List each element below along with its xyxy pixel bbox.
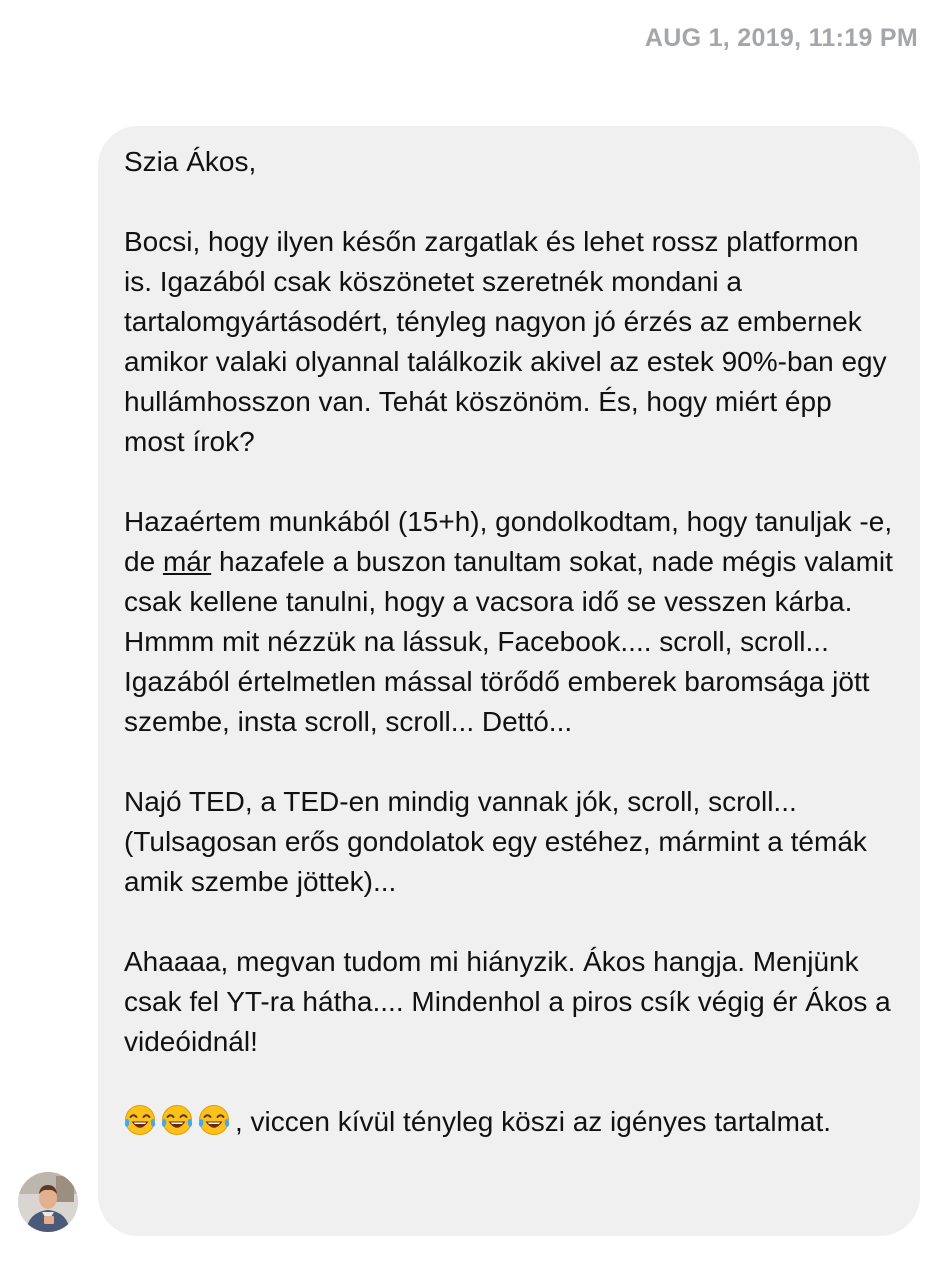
message-text: , viccen kívül tényleg köszi az igényes tartalmat. <box>235 1106 832 1137</box>
message-bubble[interactable] <box>98 126 920 1236</box>
message-greeting: Szia Ákos, <box>124 146 257 177</box>
sender-avatar[interactable] <box>18 1172 78 1232</box>
tears-of-joy-emoji-icon <box>161 1104 193 1136</box>
message-timestamp: AUG 1, 2019, 11:19 PM <box>644 24 918 52</box>
message-paragraph-1: Bocsi, hogy ilyen későn zargatlak és lehet rossz platformon is. Igazából csak köszönetet szeretnék mondani a tartalomgyártásodért, tényleg nagyon jó érzés az embernek amikor valaki olyannal találkozik akivel az estek 90%-ban egy hullámhosszon van. Tehát köszönöm. És, hogy miért épp most írok? <box>124 226 895 457</box>
underlined-word: már <box>162 546 212 577</box>
tears-of-joy-emoji-icon <box>124 1104 156 1136</box>
message-paragraph-5 <box>124 1102 894 1142</box>
message-paragraph-3: Najó TED, a TED-en mindig vannak jók, scroll, scroll... (Tulsagosan erős gondolatok egy estéhez, mármint a témák amik szembe jöttek)... <box>124 786 875 897</box>
emoji-group <box>124 1106 235 1137</box>
message-paragraph-2 <box>124 502 901 742</box>
message-text: Hazaértem munkából (15+h), gondolkodtam, hogy tanuljak -e, de <box>124 506 900 577</box>
user-avatar-icon <box>18 1172 78 1232</box>
message-text: hazafele a buszon tanultam sokat, nade mégis valamit csak kellene tanulni, hogy a vacsora idő se vesszen kárba. Hmmm mit nézzük na lássuk, Facebook.... scroll, scroll... Igazából értelmetlen mással törődő emberek baromsága jött szembe, insta scroll, scroll... Dettó... <box>124 546 901 737</box>
tears-of-joy-emoji-icon <box>198 1104 230 1136</box>
message-paragraph-4: Ahaaaa, megvan tudom mi hiányzik. Ákos hangja. Menjünk csak fel YT-ra hátha.... Mindenhol a piros csík végig ér Ákos a videóidnál! <box>124 946 899 1057</box>
